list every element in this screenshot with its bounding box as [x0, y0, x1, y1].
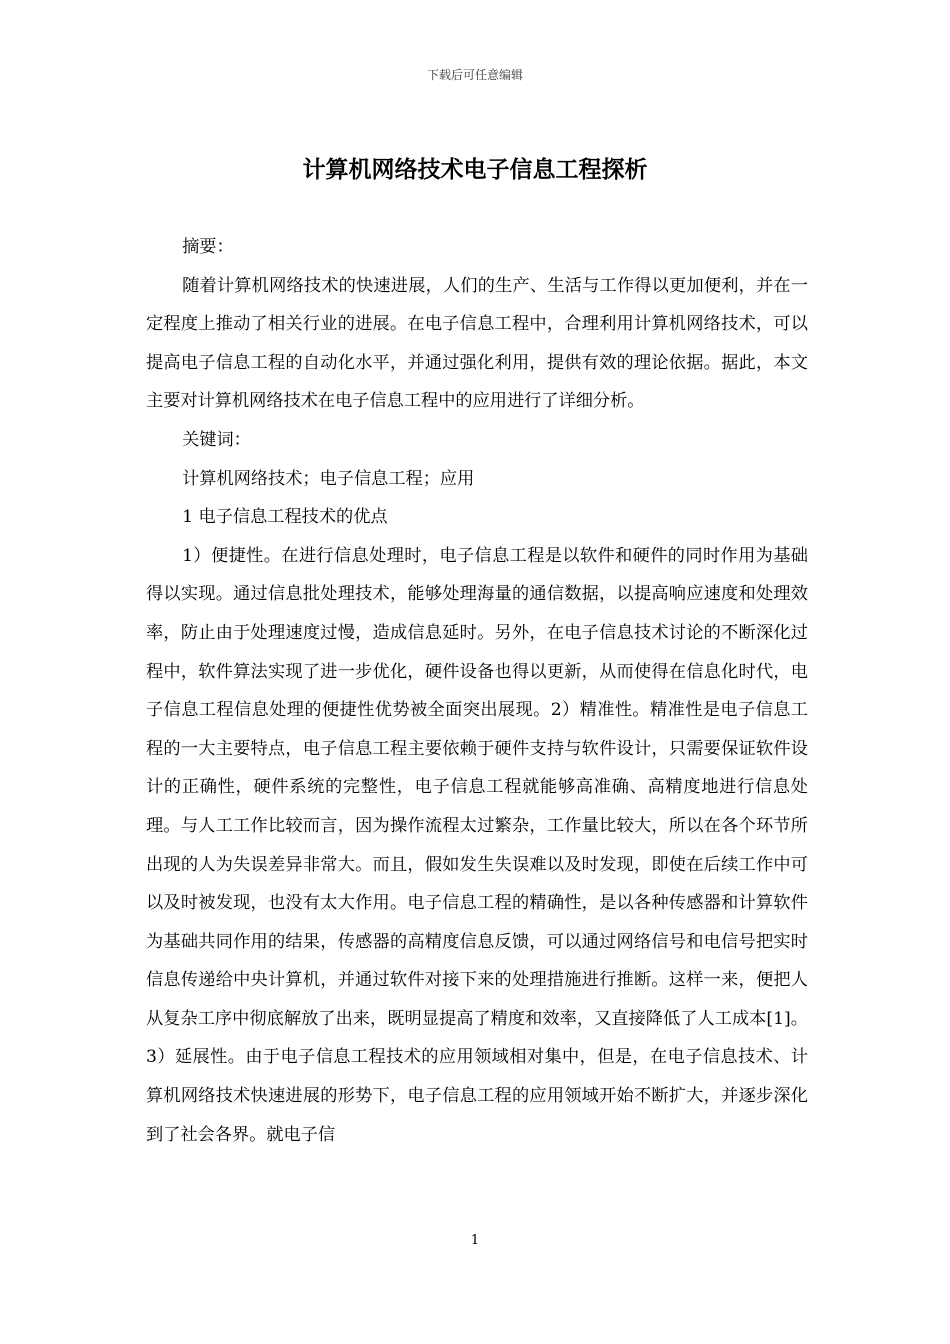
page-header: 下载后可任意编辑 — [426, 68, 523, 82]
section-heading: 1 电子信息工程技术的优点 — [182, 507, 388, 528]
abstract-label: 摘要： — [182, 237, 234, 257]
section-paragraph: 1）便捷性。在进行信息处理时，电子信息工程是以软件和硬件的同时作用为基础得以实现。通过信息批处理技术，能够处理海量的通信数据，以提高响应速度和处理效率，防止由于处理速度过慢，造成信息延时。另外，在电子信息技术讨论的不断深化过程中，软件算法实现了进一步优化，硬件设备也得以更新，从而使得在信息化时代，电子信息工程信息处理的便捷性优势被全面突出展现。2）精准性。精准性是电子信息工程的一大主要特点，电子信息工程主要依赖于硬件支持与软件设计，只需要保证软件设计的正确性，硬件系统的完整性，电子信息工程就能够高准确、高精度地进行信息处理。与人工工作比较而言，因为操作流程太过繁杂，工作量比较大，所以在各个环节所出现的人为失误差异非常大。而且，假如发生失误难以及时发现，即使在后续工作中可以及时被发现，也没有太大作用。电子信息工程的精确性，是以各种传感器和计算软件为基础共同作用的结果，传感器的高精度信息反馈，可以通过网络信号和电信号把实时信息传递给中央计算机，并通过软件对接下来的处理措施进行推断。这样一来，便把人从复杂工序中彻底解放了出来，既明显提高了精度和效率，又直接降低了人工成本[1]。3）延展性。由于电子信息工程技术的应用领域相对集中，但是，在电子信息技术、计算机网络技术快速进展的形势下，电子信息工程的应用领域开始不断扩大，并逐步深化到了社会各界。就电子信 — [146, 545, 808, 1145]
page-number: 1 — [470, 1233, 480, 1248]
document-body — [146, 228, 808, 1154]
abstract-paragraph: 随着计算机网络技术的快速进展，人们的生产、生活与工作得以更加便利，并在一定程度上推动了相关行业的进展。在电子信息工程中，合理利用计算机网络技术，可以提高电子信息工程的自动化水平，并通过强化利用，提供有效的理论依据。据此，本文主要对计算机网络技术在电子信息工程中的应用进行了详细分析。 — [146, 275, 808, 412]
keywords-paragraph: 计算机网络技术；电子信息工程；应用 — [182, 468, 475, 489]
keywords-label: 关键词： — [182, 429, 251, 450]
document-title: 计算机网络技术电子信息工程探析 — [302, 157, 648, 183]
